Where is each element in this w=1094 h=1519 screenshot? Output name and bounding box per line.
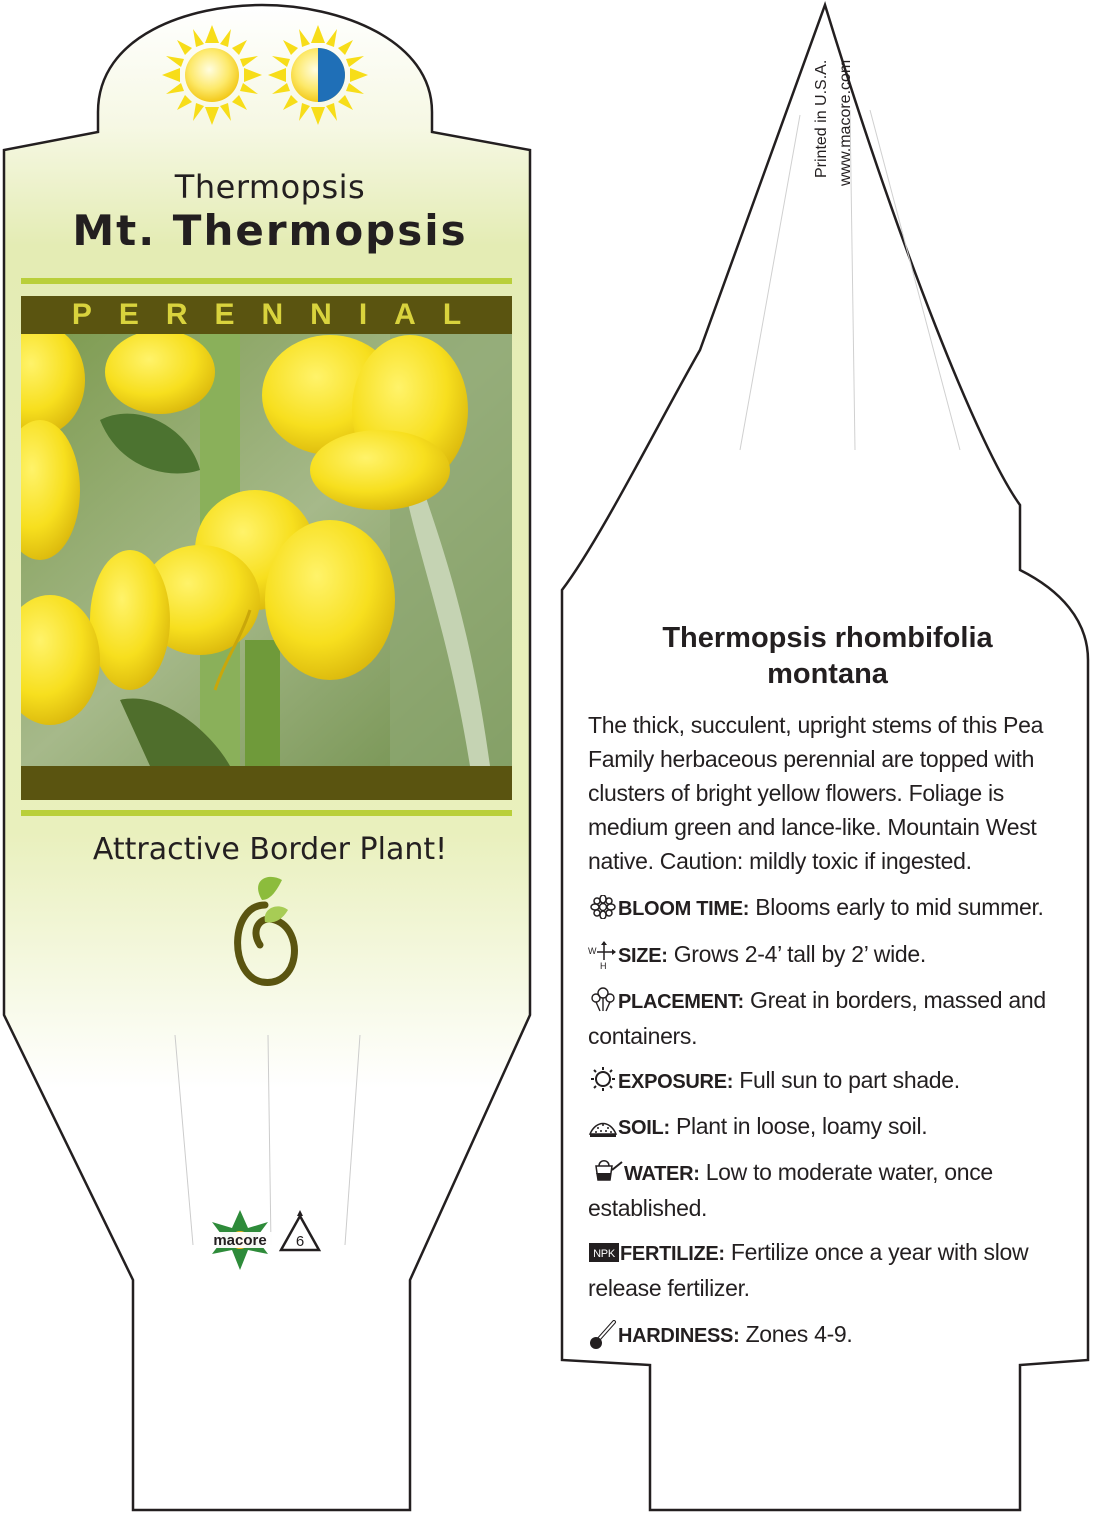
attr-exposure bbox=[588, 1063, 1058, 1099]
macore-logo-text: macore bbox=[213, 1232, 267, 1249]
size-icon-w: W bbox=[588, 946, 597, 956]
water-value: Low to moderate water, once established. bbox=[588, 1159, 993, 1221]
recycle-code: 6 bbox=[295, 1233, 305, 1250]
water-label: WATER: bbox=[624, 1163, 700, 1185]
hardiness-value: Zones 4-9. bbox=[745, 1321, 853, 1347]
scientific-name-line2: montana bbox=[767, 658, 888, 690]
category-label: PERENNIAL bbox=[71, 298, 489, 331]
fertilize-value: Fertilize once a year with slow release fertilizer. bbox=[588, 1239, 1029, 1301]
size-value: Grows 2-4’ tall by 2’ wide. bbox=[673, 941, 926, 967]
plant-photo bbox=[0, 325, 512, 766]
watering-can-icon bbox=[588, 1156, 624, 1184]
npk-icon-text: NPK bbox=[593, 1248, 615, 1260]
soil-label: SOIL: bbox=[618, 1117, 670, 1139]
plant-description: The thick, succulent, upright stems of this Pea Family herbaceous perennial are topped with clusters of bright yellow flowers. Foliage is medium green and lance-like. Mountain West native. Caution: mildly toxic if ingested. bbox=[588, 712, 1044, 874]
exposure-label: EXPOSURE: bbox=[618, 1071, 734, 1093]
flower-icon bbox=[588, 895, 618, 919]
scientific-name bbox=[600, 620, 1055, 692]
attr-soil bbox=[588, 1109, 1058, 1145]
attr-hardiness bbox=[588, 1317, 1058, 1353]
printed-info bbox=[810, 60, 858, 230]
fertilize-label: FERTILIZE: bbox=[620, 1243, 725, 1265]
size-icon-h: H bbox=[600, 961, 607, 970]
attr-bloom-time bbox=[588, 890, 1058, 926]
common-name: Mt. Thermopsis bbox=[72, 206, 468, 255]
size-label: SIZE: bbox=[618, 945, 668, 967]
hardiness-label: HARDINESS: bbox=[618, 1325, 740, 1347]
bloom-time-label: BLOOM TIME: bbox=[618, 898, 750, 920]
placement-value: Great in borders, massed and containers. bbox=[588, 987, 1046, 1049]
tagline: Attractive Border Plant! bbox=[92, 832, 448, 867]
attr-placement bbox=[588, 983, 1058, 1053]
scientific-name-line1: Thermopsis rhombifolia bbox=[662, 622, 993, 654]
thermometer-icon bbox=[588, 1320, 618, 1350]
full-sun-icon bbox=[162, 25, 262, 125]
attr-water bbox=[588, 1155, 1058, 1225]
soil-value: Plant in loose, loamy soil. bbox=[675, 1113, 928, 1139]
soil-icon bbox=[588, 1114, 618, 1138]
placement-label: PLACEMENT: bbox=[618, 991, 744, 1013]
sun-icon bbox=[588, 1066, 618, 1092]
photo-bottom-bar bbox=[21, 766, 512, 800]
website: www.macore.com bbox=[837, 60, 854, 187]
size-icon bbox=[588, 940, 618, 970]
npk-icon bbox=[588, 1240, 620, 1264]
placement-icon bbox=[588, 986, 618, 1012]
bloom-time-value: Blooms early to mid summer. bbox=[755, 894, 1044, 920]
attr-fertilize bbox=[588, 1235, 1058, 1305]
part-shade-icon bbox=[268, 25, 368, 125]
genus-name: Thermopsis bbox=[174, 168, 366, 206]
attr-size bbox=[588, 937, 1058, 973]
exposure-value: Full sun to part shade. bbox=[739, 1067, 960, 1093]
printed-in: Printed in U.S.A. bbox=[813, 60, 830, 179]
